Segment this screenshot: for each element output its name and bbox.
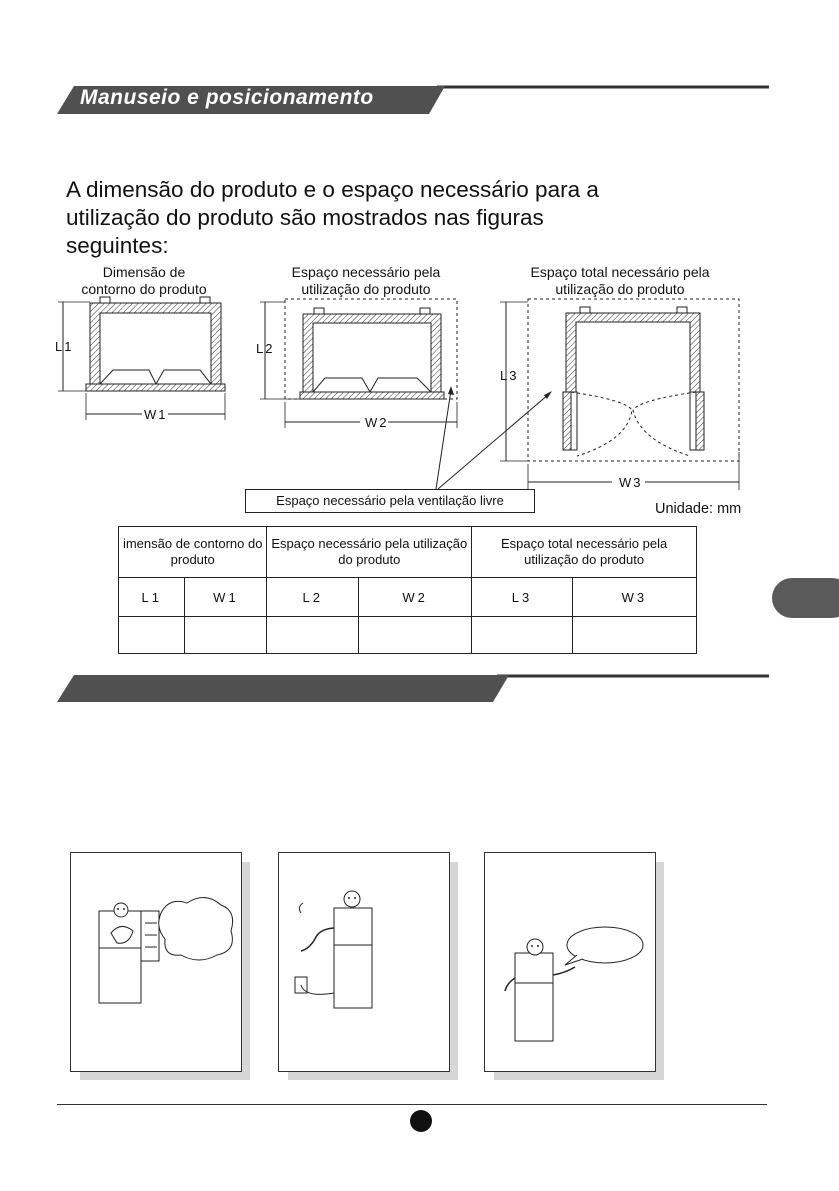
table-header-l1: L1	[119, 578, 185, 617]
label-w3: W3	[619, 475, 643, 490]
table-header-w2: W2	[359, 578, 472, 617]
ventilation-arrows	[436, 386, 552, 489]
table-group-usage: Espaço necessário pela utilização do produto	[267, 527, 472, 578]
section-banner-second	[57, 671, 769, 705]
table-cell	[267, 617, 359, 654]
table-group-contour: imensão de contorno do produto	[119, 527, 267, 578]
figure1-caption: Dimensão de contorno do produto	[81, 264, 207, 297]
figure1-fridge-top-view	[58, 297, 225, 420]
table-header-l2: L2	[267, 578, 359, 617]
fridge-plug-illustration	[279, 853, 449, 1071]
table-cell	[185, 617, 267, 654]
label-l2: L2	[256, 341, 275, 356]
table-header-w1: W1	[185, 578, 267, 617]
intro-line-3: seguintes:	[66, 233, 169, 258]
figure3-caption: Espaço total necessário pela utilização do produto	[530, 264, 710, 297]
label-l3: L3	[500, 368, 519, 383]
dimension-diagrams	[0, 0, 839, 520]
table-cell	[572, 617, 696, 654]
intro-line-2: utilização do produto são mostrados nas figuras	[66, 205, 544, 230]
table-group-total: Espaço total necessário pela utilização do produto	[472, 527, 697, 578]
fridge-open-door-illustration	[71, 853, 241, 1071]
table-header-l3: L3	[472, 578, 573, 617]
illustration-panel-3	[484, 852, 656, 1072]
table-header-w3: W3	[572, 578, 696, 617]
ventilation-callout: Espaço necessário pela ventilação livre	[245, 489, 535, 513]
fridge-talking-illustration	[485, 853, 655, 1071]
label-w1: W1	[144, 407, 168, 422]
intro-line-1: A dimensão do produto e o espaço necessário para a	[66, 177, 599, 202]
label-w2: W2	[365, 415, 389, 430]
unit-label: Unidade: mm	[655, 501, 742, 517]
dimensions-table	[118, 526, 697, 654]
table-cell	[472, 617, 573, 654]
illustration-panel-1	[70, 852, 242, 1072]
table-cell	[359, 617, 472, 654]
label-l1: L1	[55, 339, 74, 354]
illustration-panel-2	[278, 852, 450, 1072]
figure3-fridge-total-space	[500, 299, 739, 490]
footer-divider	[57, 1104, 767, 1105]
section-title: Manuseio e posicionamento	[80, 86, 374, 109]
page-number-marker	[410, 1110, 432, 1132]
table-cell	[119, 617, 185, 654]
figure2-caption: Espaço necessário pela utilização do produto	[291, 264, 441, 297]
figure2-fridge-usage-space	[260, 299, 457, 428]
side-chapter-tab	[772, 578, 839, 618]
